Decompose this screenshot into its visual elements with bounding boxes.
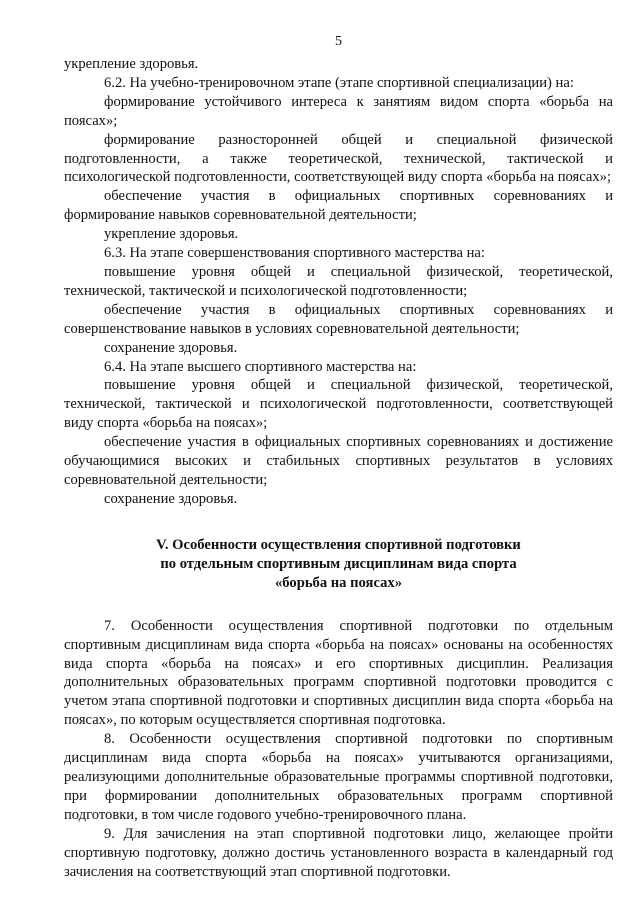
paragraph: обеспечение участия в официальных спортивных соревнованиях и формирование навыков соревновательной деятельности; xyxy=(64,188,613,224)
paragraph: 6.4. На этапе высшего спортивного мастерства на: xyxy=(104,358,417,375)
paragraph: формирование устойчивого интереса к занятиям видом спорта «борьба на поясах»; xyxy=(64,93,613,129)
section-heading-line: V. Особенности осуществления спортивной подготовки xyxy=(156,536,521,553)
section-heading-line: «борьба на поясах» xyxy=(275,574,402,591)
numbered-paragraph: 7. Особенности осуществления спортивной подготовки по отдельным спортивным дисциплинам вида спорта «борьба на поясах» основаны на особенностях вида спорта «борьба на поясах» и его спортивных дисциплин. Реализация дополнительных образовательных программ спортивной подготовки проводится с учетом этапа спортивной подготовки и спортивных дисциплин вида спорта «борьба на поясах», по которым осуществляется спортивная подготовка. xyxy=(64,617,613,729)
paragraph: обеспечение участия в официальных спортивных соревнованиях и достижение обучающимися высоких и стабильных спортивных результатов в условиях соревновательной деятельности; xyxy=(64,434,613,488)
section-heading xyxy=(64,536,613,593)
paragraph: повышение уровня общей и специальной физической, теоретической, технической, тактической и психологической подготовленности; xyxy=(64,263,613,299)
paragraph: 6.3. На этапе совершенствования спортивного мастерства на: xyxy=(104,245,485,262)
paragraph: обеспечение участия в официальных спортивных соревнованиях и совершенствование навыков в условиях соревновательной деятельности; xyxy=(64,301,613,337)
numbered-paragraph: 8. Особенности осуществления спортивной подготовки по спортивным дисциплинам вида спорта «борьба на поясах» учитываются организациями, реализующими дополнительные образовательные программы спортивной подготовки, при формировании дополнительных образовательных программ спортивной подготовки, в том числе годового учебно-тренировочного плана. xyxy=(64,731,613,823)
paragraph: сохранение здоровья. xyxy=(104,339,238,356)
section-heading-line: по отдельным спортивным дисциплинам вида спорта xyxy=(160,555,517,572)
paragraph: укрепление здоровья. xyxy=(104,226,239,243)
paragraph: укрепление здоровья. xyxy=(64,56,199,72)
page-number: 5 xyxy=(335,34,342,49)
numbered-paragraph: 9. Для зачисления на этап спортивной подготовки лицо, желающее пройти спортивную подготовку, должно достичь установленного возраста в календарный год зачисления на соответствующий этап спортивной подготовки. xyxy=(64,825,613,880)
paragraph: сохранение здоровья. xyxy=(104,490,238,507)
section-body xyxy=(64,617,613,882)
paragraph: повышение уровня общей и специальной физической, теоретической, технической, тактической и психологической подготовленности, соответствующей виду спорта «борьба на поясах»; xyxy=(64,377,613,432)
paragraph: 6.2. На учебно-тренировочном этапе (этапе спортивной специализации) на: xyxy=(104,74,574,91)
document-body xyxy=(64,55,613,881)
document-page xyxy=(64,0,613,904)
paragraph: формирование разносторонней общей и специальной физической подготовленности, а также теоретической, технической, тактической и психологической подготовленности, соответствующей виду спорта «борьба на поясах»; xyxy=(64,131,613,186)
